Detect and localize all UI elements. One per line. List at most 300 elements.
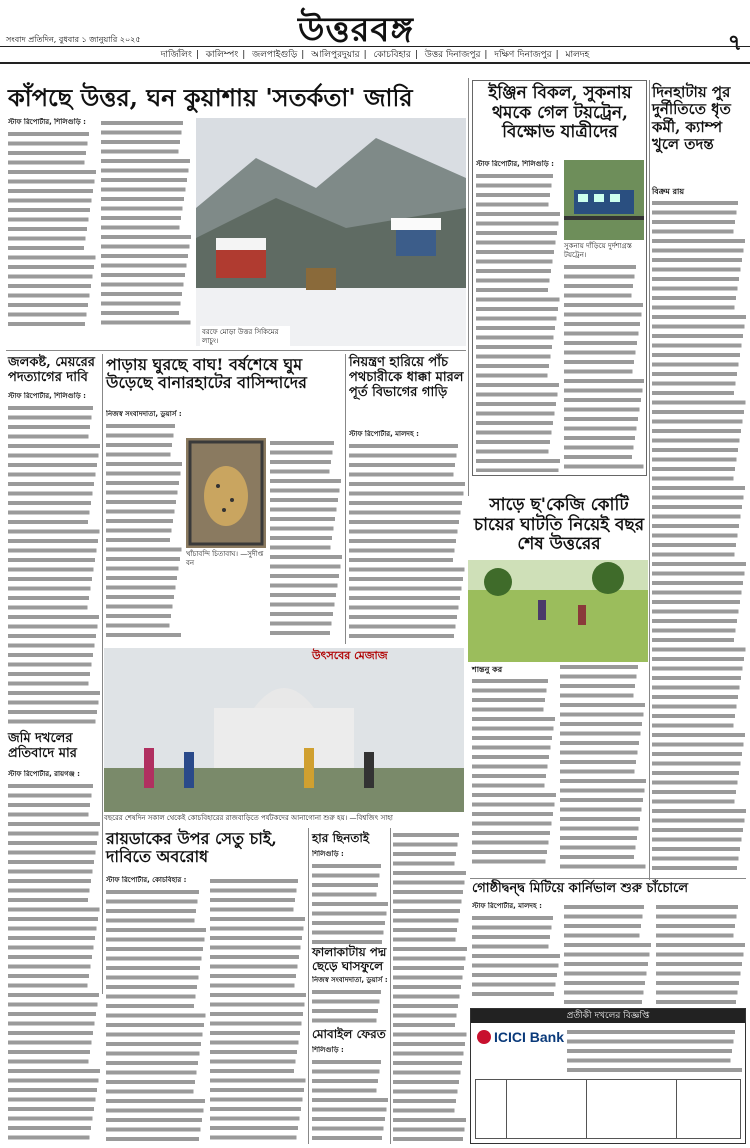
text-line — [652, 524, 739, 528]
text-line — [270, 527, 334, 531]
text-line — [560, 836, 637, 840]
text-line — [349, 520, 459, 524]
text-line — [106, 462, 182, 466]
text-line — [210, 993, 306, 997]
text-line — [656, 943, 745, 947]
necklace-headline: হার ছিনতাই — [312, 831, 370, 845]
text-line — [210, 955, 299, 959]
text-line — [312, 940, 382, 944]
carnival-dateline: স্টাফ রিপোর্টার, মালদহ : — [472, 902, 542, 910]
text-line — [476, 393, 558, 397]
text-line — [560, 817, 640, 821]
text-line — [106, 1118, 202, 1122]
text-line — [312, 864, 381, 868]
text-line — [560, 713, 644, 717]
text-line — [564, 953, 650, 957]
text-line — [312, 1019, 377, 1023]
text-line — [564, 943, 651, 947]
text-line — [8, 841, 97, 845]
text-line — [8, 634, 96, 638]
text-line — [476, 402, 556, 406]
text-line — [393, 985, 461, 989]
text-line — [312, 893, 377, 897]
text-line — [270, 479, 341, 483]
text-line — [652, 249, 744, 253]
text-line — [101, 121, 183, 125]
text-line — [349, 568, 465, 572]
text-line — [106, 510, 175, 514]
text-line — [476, 241, 556, 245]
text-line — [8, 663, 92, 667]
text-lines — [476, 160, 560, 472]
text-line — [652, 771, 739, 775]
text-line — [106, 909, 196, 913]
text-line — [564, 294, 632, 298]
text-line — [312, 1089, 377, 1093]
text-line — [472, 765, 548, 769]
text-line — [8, 653, 93, 657]
text-line — [106, 605, 173, 609]
text-line — [652, 743, 744, 747]
text-line — [476, 459, 560, 463]
text-line — [652, 667, 743, 671]
text-line — [560, 789, 645, 793]
text-line — [8, 218, 89, 222]
text-line — [8, 1136, 90, 1140]
text-line — [8, 813, 89, 817]
text-line — [8, 889, 90, 893]
text-line — [652, 562, 746, 566]
text-line — [312, 902, 388, 906]
text-line — [652, 296, 736, 300]
text-line — [652, 448, 738, 452]
text-line — [652, 515, 741, 519]
text-line — [476, 412, 555, 416]
text-line — [312, 883, 378, 887]
text-line — [476, 317, 557, 321]
text-line — [210, 1003, 305, 1007]
text-line — [8, 682, 89, 686]
text-line — [312, 1060, 381, 1064]
text-lines — [349, 430, 465, 642]
text-line — [349, 558, 453, 562]
text-line — [564, 341, 637, 345]
text-line — [8, 955, 92, 959]
text-line — [393, 966, 464, 970]
text-line — [8, 256, 96, 260]
text-line — [393, 938, 456, 942]
text-line — [8, 132, 89, 136]
text-line — [106, 1071, 197, 1075]
text-line — [652, 543, 736, 547]
text-line — [270, 546, 331, 550]
text-line — [564, 455, 632, 459]
text-line — [106, 1099, 205, 1103]
table-divider — [506, 1080, 507, 1138]
text-line — [8, 227, 87, 231]
text-line — [393, 1042, 465, 1046]
text-line — [393, 843, 458, 847]
column-rule — [345, 354, 346, 644]
land-body — [8, 770, 100, 1144]
text-line — [8, 208, 90, 212]
text-line — [8, 161, 85, 165]
text-line — [210, 889, 297, 893]
text-line — [564, 962, 648, 966]
table-divider — [586, 1080, 587, 1138]
text-line — [472, 916, 553, 920]
text-line — [652, 866, 737, 870]
text-line — [349, 577, 463, 581]
text-line — [270, 631, 330, 635]
text-line — [564, 408, 640, 412]
text-line — [101, 283, 184, 287]
text-line — [8, 1069, 100, 1073]
text-line — [8, 406, 93, 410]
text-line — [652, 467, 735, 471]
text-line — [210, 1060, 296, 1064]
fog-caption: বরফে মোড়া উত্তর সিকিমের লাচুং। — [200, 326, 290, 348]
text-lines — [393, 830, 467, 1144]
text-line — [106, 900, 198, 904]
text-line — [472, 755, 549, 759]
text-line — [564, 905, 644, 909]
text-line — [210, 1012, 303, 1016]
text-line — [8, 822, 100, 826]
land-headline: জমি দখলের প্রতিবাদে মার — [8, 731, 77, 761]
text-line — [476, 355, 551, 359]
text-line — [8, 558, 95, 562]
ad-body — [567, 1027, 743, 1075]
text-line — [476, 222, 559, 226]
text-line — [393, 1023, 455, 1027]
carnival-body — [472, 902, 560, 1004]
text-line — [652, 648, 746, 652]
text-line — [8, 303, 88, 307]
bank-logo-icon — [477, 1030, 491, 1044]
text-line — [106, 1080, 195, 1084]
text-line — [8, 615, 99, 619]
text-line — [8, 606, 88, 610]
text-line — [472, 935, 550, 939]
text-line — [8, 170, 96, 174]
text-line — [564, 360, 634, 364]
text-line — [472, 717, 555, 721]
text-line — [210, 908, 294, 912]
text-line — [567, 1068, 742, 1072]
text-line — [106, 500, 176, 504]
pedestrian-body — [349, 430, 465, 642]
text-line — [564, 991, 644, 995]
text-line — [210, 936, 302, 940]
jolkosto-dateline: স্টাফ রিপোর্টার, শিলিগুড়ি : — [8, 392, 86, 400]
tiger-caption: খাঁচাবন্দি চিতাবাঘ। —সুদীপ্ত বন — [186, 550, 264, 567]
text-line — [210, 898, 295, 902]
tiger-photo — [186, 438, 266, 548]
text-line — [106, 1137, 199, 1141]
text-line — [8, 1107, 94, 1111]
text-line — [652, 781, 738, 785]
text-line — [270, 489, 340, 493]
text-line — [652, 420, 743, 424]
text-line — [8, 672, 90, 676]
text-line — [472, 945, 549, 949]
text-line — [312, 1098, 388, 1102]
text-line — [106, 1061, 198, 1065]
text-line — [393, 881, 465, 885]
text-line — [652, 847, 740, 851]
text-line — [652, 363, 739, 367]
ad-table — [475, 1079, 741, 1139]
text-line — [652, 306, 735, 310]
toytrain-body-col2 — [564, 262, 644, 472]
text-line — [652, 828, 743, 832]
text-line — [210, 1117, 300, 1121]
table-divider — [676, 1080, 677, 1138]
text-line — [564, 322, 640, 326]
text-line — [472, 727, 554, 731]
text-line — [472, 973, 557, 977]
text-line — [564, 351, 636, 355]
text-line — [210, 1022, 302, 1026]
text-lines — [312, 850, 388, 944]
region-item: দক্ষিণ দিনাজপুর — [494, 50, 552, 60]
text-line — [472, 983, 556, 987]
text-line — [564, 427, 637, 431]
text-line — [8, 1022, 95, 1026]
text-line — [472, 822, 552, 826]
falakata-headline: ফালাকাটায় পদ্ম ছেড়ে ঘাসফুলে — [312, 945, 387, 973]
text-line — [560, 760, 636, 764]
text-line — [349, 482, 465, 486]
text-line — [652, 714, 735, 718]
tea-headline: সাড়ে ছ'কেজি কোটি চায়ের ঘাটতি নিয়েই বছর শেষ উত্তরের — [473, 495, 645, 555]
text-line — [656, 972, 741, 976]
text-line — [652, 477, 734, 481]
text-line — [652, 572, 745, 576]
text-line — [8, 520, 88, 524]
mobile-dateline: শিলিগুড়ি : — [312, 1046, 344, 1054]
text-line — [393, 1137, 463, 1141]
text-line — [270, 536, 332, 540]
text-line — [652, 638, 734, 642]
text-line — [652, 819, 745, 823]
region-item: কোচবিহার — [373, 50, 411, 60]
text-line — [106, 995, 196, 999]
text-line — [106, 985, 197, 989]
fog-body-col2 — [101, 118, 191, 330]
text-line — [106, 624, 170, 628]
text-line — [210, 1136, 297, 1140]
text-line — [101, 302, 181, 306]
text-line — [652, 391, 734, 395]
text-line — [476, 336, 554, 340]
text-line — [393, 1004, 458, 1008]
text-lines — [567, 1027, 743, 1075]
text-line — [101, 292, 182, 296]
text-line — [652, 401, 746, 405]
text-line — [349, 587, 462, 591]
region-item: আলিপুরদুয়ার — [311, 50, 360, 60]
text-line — [656, 934, 734, 938]
text-line — [652, 800, 735, 804]
text-line — [8, 927, 97, 931]
text-line — [652, 239, 745, 243]
text-line — [652, 496, 744, 500]
text-line — [210, 974, 296, 978]
text-line — [210, 927, 304, 931]
text-line — [560, 751, 638, 755]
text-line — [270, 470, 330, 474]
text-line — [393, 1090, 458, 1094]
text-line — [349, 530, 458, 534]
text-lines — [564, 902, 652, 1004]
text-line — [101, 226, 180, 230]
page-number: ৭ — [727, 30, 742, 56]
text-line — [567, 1049, 732, 1053]
text-lines — [106, 876, 206, 1144]
text-line — [652, 486, 745, 490]
section-rule — [6, 350, 466, 351]
text-line — [8, 284, 91, 288]
text-line — [652, 610, 739, 614]
necklace-body — [312, 850, 388, 944]
text-line — [560, 798, 643, 802]
text-line — [393, 862, 455, 866]
text-line — [476, 383, 559, 387]
text-line — [393, 919, 459, 923]
text-line — [8, 416, 92, 420]
text-line — [393, 1033, 467, 1037]
text-line — [8, 151, 86, 155]
text-line — [560, 865, 646, 869]
mobile-headline: মোবাইল ফেরত — [312, 1027, 386, 1041]
text-line — [652, 230, 734, 234]
text-line — [210, 946, 301, 950]
text-line — [472, 926, 552, 930]
text-line — [476, 440, 550, 444]
text-line — [476, 184, 552, 188]
text-line — [472, 746, 551, 750]
text-line — [564, 934, 640, 938]
text-line — [270, 622, 332, 626]
text-line — [106, 424, 175, 428]
text-line — [8, 860, 94, 864]
text-line — [652, 553, 735, 557]
text-line — [270, 603, 335, 607]
text-line — [564, 924, 641, 928]
text-line — [106, 1052, 200, 1056]
text-line — [472, 850, 547, 854]
text-line — [393, 957, 466, 961]
tea-byline: শান্তনু কর — [472, 665, 503, 674]
text-line — [8, 454, 99, 458]
text-line — [349, 549, 455, 553]
text-line — [8, 1098, 96, 1102]
text-line — [652, 857, 739, 861]
text-line — [210, 1069, 294, 1073]
text-line — [8, 265, 94, 269]
text-line — [656, 1000, 736, 1004]
text-line — [8, 322, 85, 326]
text-line — [476, 269, 551, 273]
celebration-label: উৎসবের মেজাজ — [312, 649, 388, 662]
text-line — [652, 315, 746, 319]
carnival-body-col2 — [564, 902, 652, 1004]
text-lines — [8, 392, 100, 728]
mobile-body — [312, 1046, 388, 1144]
text-line — [106, 1128, 201, 1132]
text-line — [349, 615, 457, 619]
text-line — [349, 463, 455, 467]
region-item: দার্জিলিং — [160, 50, 192, 60]
text-line — [472, 708, 544, 712]
text-line — [106, 938, 205, 942]
text-line — [560, 770, 635, 774]
text-line — [8, 644, 95, 648]
region-bar: দার্জিলিং | কালিম্পং | জলপাইগুড়ি | আলিপুরদুয়ার | কোচবিহার | উত্তর দিনাজপুর | দক্ষিণ দিনাজপুর | মালদহ — [0, 46, 750, 62]
text-line — [8, 294, 90, 298]
text-line — [8, 275, 93, 279]
text-line — [8, 851, 96, 855]
text-line — [8, 596, 89, 600]
text-line — [106, 1023, 204, 1027]
text-line — [106, 529, 172, 533]
text-line — [472, 784, 545, 788]
text-line — [652, 458, 737, 462]
text-line — [270, 555, 342, 559]
text-line — [564, 417, 638, 421]
text-line — [210, 1031, 300, 1035]
text-line — [106, 538, 170, 542]
text-line — [8, 1117, 93, 1121]
text-line — [656, 962, 742, 966]
text-line — [210, 917, 305, 921]
text-lines — [564, 262, 644, 472]
text-line — [652, 676, 741, 680]
text-line — [210, 1126, 298, 1130]
text-line — [106, 557, 180, 561]
text-line — [8, 313, 87, 317]
text-line — [560, 855, 634, 859]
text-line — [349, 596, 460, 600]
text-line — [349, 501, 462, 505]
text-line — [106, 919, 195, 923]
text-line — [101, 197, 184, 201]
text-line — [8, 803, 90, 807]
text-line — [8, 577, 92, 581]
text-lines — [312, 1046, 388, 1144]
text-line — [101, 321, 191, 325]
tiger-dateline: নিজস্ব সংবাদদাতা, ডুয়ার্স : — [106, 410, 182, 418]
text-line — [652, 657, 744, 661]
text-line — [564, 284, 633, 288]
text-line — [101, 150, 179, 154]
text-line — [210, 1050, 297, 1054]
text-line — [106, 614, 171, 618]
toytrain-photo — [564, 160, 644, 240]
falakata-body — [312, 976, 388, 1024]
text-line — [560, 741, 639, 745]
text-line — [210, 1107, 301, 1111]
text-line — [270, 574, 339, 578]
text-line — [652, 752, 742, 756]
text-line — [652, 277, 739, 281]
text-line — [472, 736, 552, 740]
text-line — [652, 619, 737, 623]
text-line — [476, 374, 548, 378]
tea-photo — [468, 560, 648, 662]
